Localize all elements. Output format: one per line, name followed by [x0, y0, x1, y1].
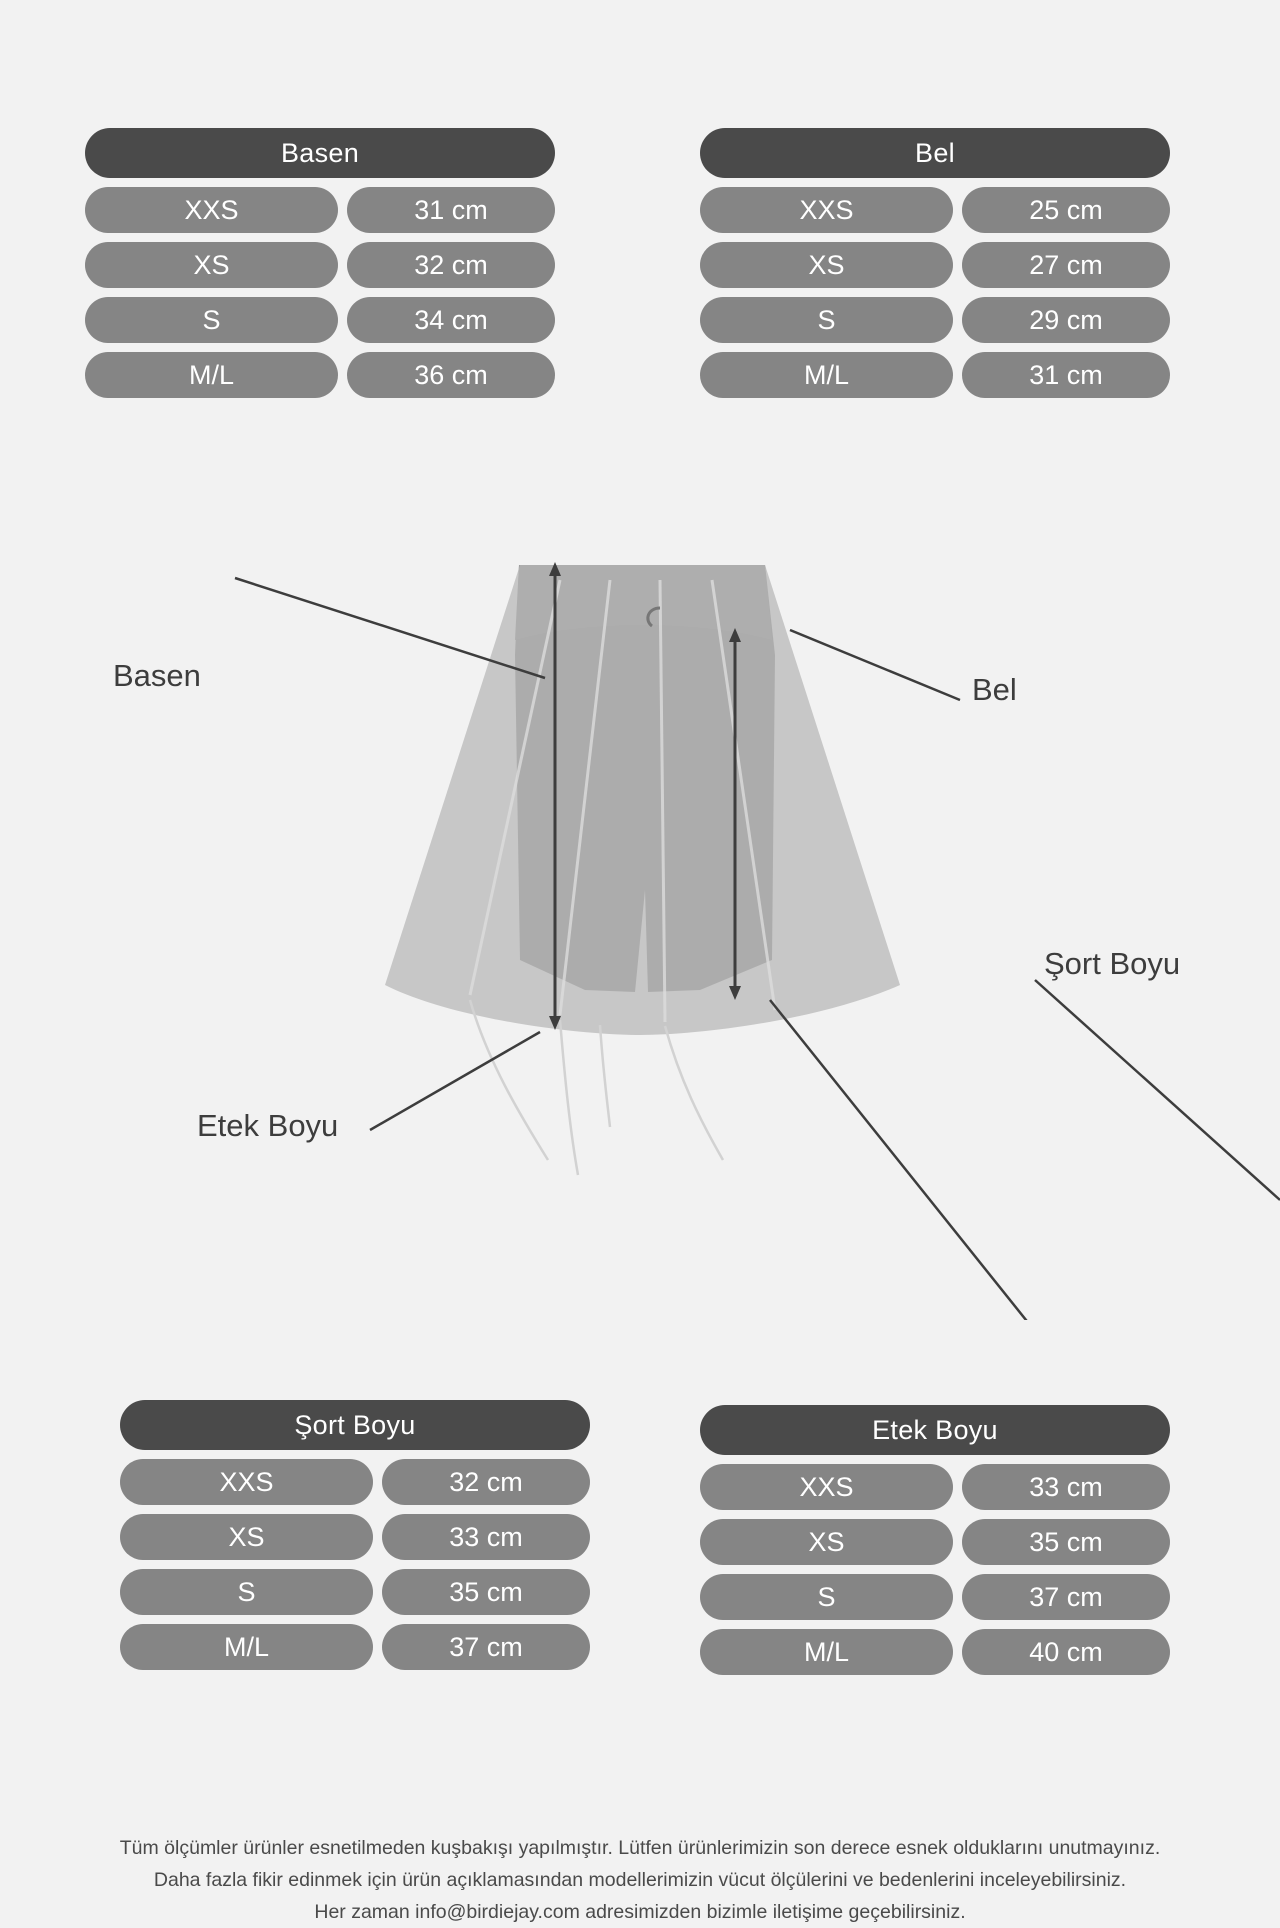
cell-value: 32 cm: [382, 1459, 590, 1505]
diagram-label-etek-boyu: Etek Boyu: [197, 1108, 339, 1143]
footer-line-2: Daha fazla fikir edinmek için ürün açıklamasından modellerimizin vücut ölçülerini ve bedenlerini inceleyebilirsiniz.: [153, 1869, 1127, 1891]
table-row: [120, 1624, 590, 1670]
cell-value: 31 cm: [962, 352, 1170, 398]
cell-value: 31 cm: [347, 187, 555, 233]
cell-size: M/L: [120, 1624, 373, 1670]
size-table-sort-boyu: [120, 1400, 590, 1679]
cell-size: S: [120, 1569, 373, 1615]
table-row: [85, 352, 555, 398]
table-row: [700, 242, 1170, 288]
cell-value: 29 cm: [962, 297, 1170, 343]
table-title-basen: Basen: [85, 128, 555, 178]
table-title-etek-boyu: Etek Boyu: [700, 1405, 1170, 1455]
table-row: [85, 297, 555, 343]
cell-size: S: [85, 297, 338, 343]
diagram-label-bel: Bel: [972, 672, 1017, 707]
footer-line-3: Her zaman info@birdiejay.com adresimizden bizimle iletişime geçebilirsiniz.: [314, 1901, 966, 1923]
size-table-bel: [700, 128, 1170, 407]
table-row: [120, 1569, 590, 1615]
table-row: [700, 1519, 1170, 1565]
cell-size: XXS: [700, 1464, 953, 1510]
cell-value: 33 cm: [382, 1514, 590, 1560]
table-row: [700, 352, 1170, 398]
cell-size: XS: [85, 242, 338, 288]
table-row: [700, 1574, 1170, 1620]
table-row: [85, 242, 555, 288]
diagram-label-sort-boyu: Şort Boyu: [1044, 946, 1181, 981]
table-row: [85, 187, 555, 233]
table-row: [700, 1464, 1170, 1510]
cell-value: 36 cm: [347, 352, 555, 398]
size-table-basen: [85, 128, 555, 407]
cell-value: 35 cm: [382, 1569, 590, 1615]
cell-value: 33 cm: [962, 1464, 1170, 1510]
diagram-label-basen: Basen: [113, 658, 201, 693]
table-row: [700, 187, 1170, 233]
cell-size: M/L: [85, 352, 338, 398]
footer-note: [0, 1832, 1280, 1928]
cell-size: S: [700, 297, 953, 343]
cell-size: XS: [700, 242, 953, 288]
table-row: [120, 1459, 590, 1505]
cell-size: S: [700, 1574, 953, 1620]
size-table-etek-boyu: [700, 1405, 1170, 1684]
cell-value: 37 cm: [962, 1574, 1170, 1620]
footer-line-1: Tüm ölçümler ürünler esnetilmeden kuşbakışı yapılmıştır. Lütfen ürünlerimizin son derece esnek olduklarını unutmayınız.: [119, 1837, 1161, 1859]
cell-value: 34 cm: [347, 297, 555, 343]
cell-size: M/L: [700, 1629, 953, 1675]
cell-value: 25 cm: [962, 187, 1170, 233]
cell-value: 32 cm: [347, 242, 555, 288]
cell-size: XXS: [700, 187, 953, 233]
cell-size: XXS: [85, 187, 338, 233]
cell-size: XS: [700, 1519, 953, 1565]
cell-size: M/L: [700, 352, 953, 398]
cell-value: 35 cm: [962, 1519, 1170, 1565]
table-row: [700, 297, 1170, 343]
table-row: [120, 1514, 590, 1560]
table-title-bel: Bel: [700, 128, 1170, 178]
cell-value: 40 cm: [962, 1629, 1170, 1675]
cell-size: XS: [120, 1514, 373, 1560]
cell-size: XXS: [120, 1459, 373, 1505]
cell-value: 37 cm: [382, 1624, 590, 1670]
cell-value: 27 cm: [962, 242, 1170, 288]
table-row: [700, 1629, 1170, 1675]
table-title-sort-boyu: Şort Boyu: [120, 1400, 590, 1450]
